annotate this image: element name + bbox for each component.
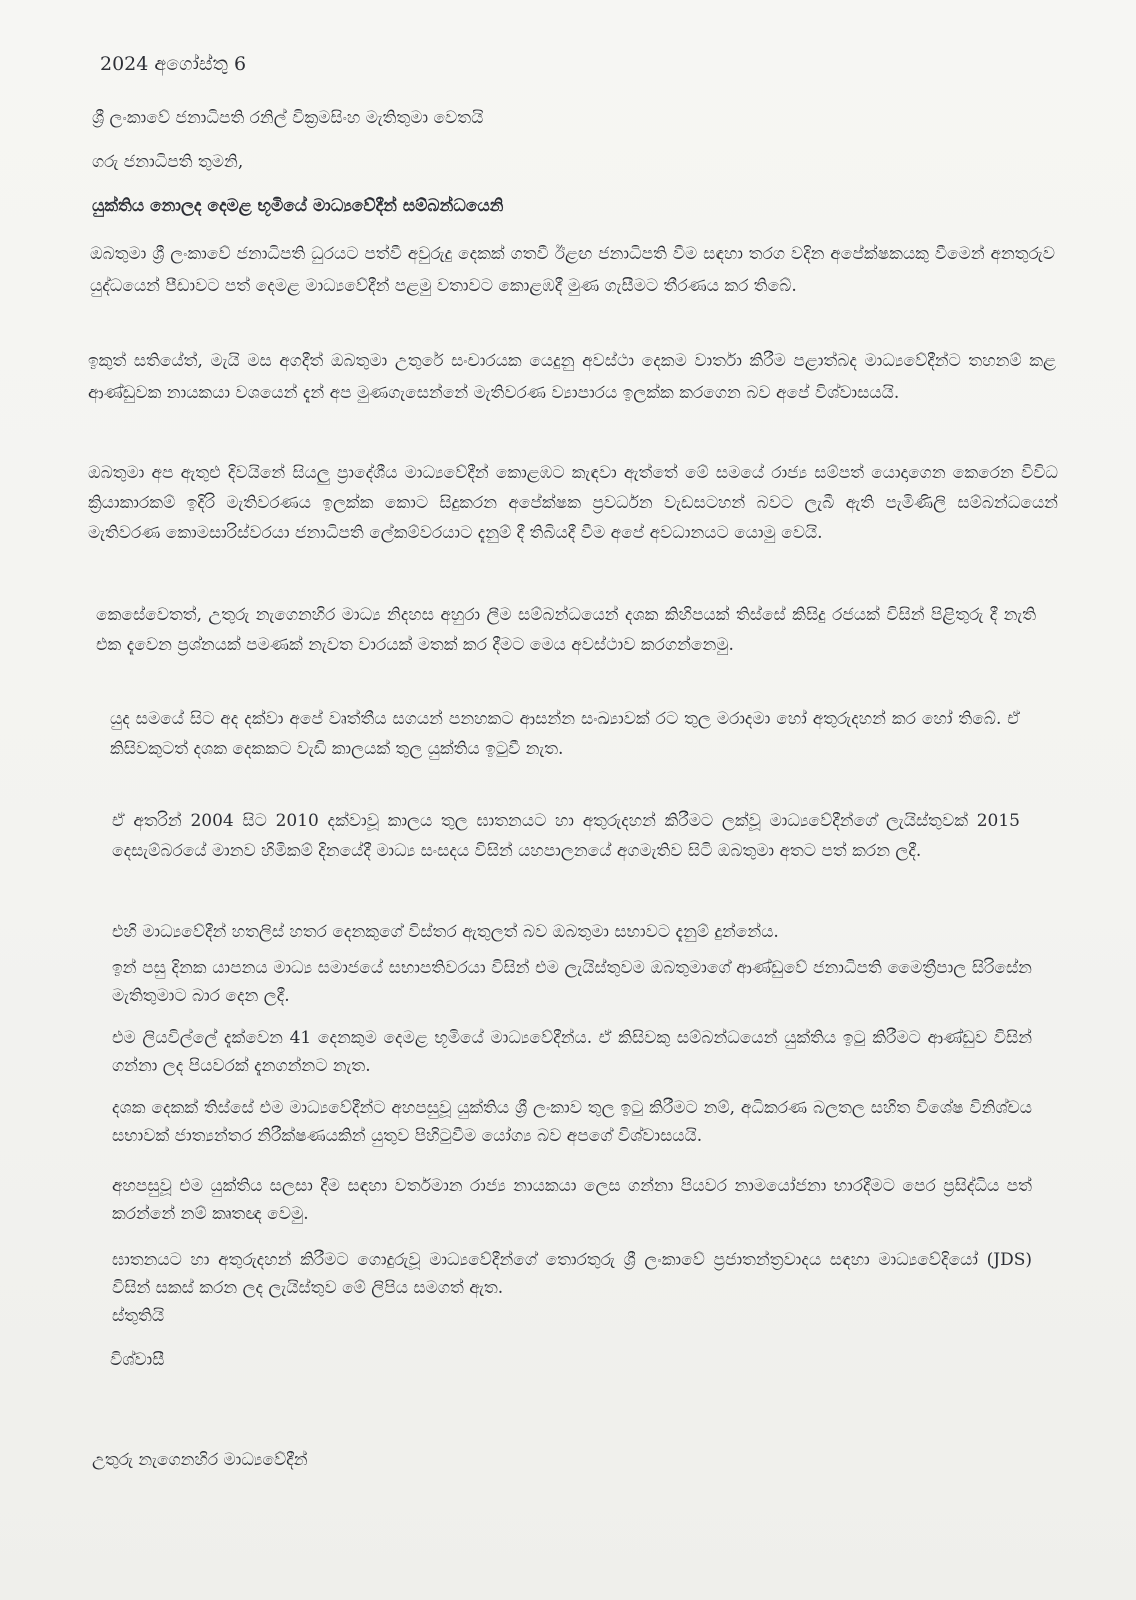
letter-paragraph-10: දශක දෙකක් තිස්සේ එම මාධ්‍යවේදීන්ට අහපසුවූ යුක්තිය ශ්‍රී ලංකාව තුල ඉටු කිරීමට නම්, අධිකරණ බලතල සහිත විශේෂ විනිශ්චය සභාවක් ජාත්‍යන්තර නිරීක්ෂණයකින් යුතුව පිහිටුවීම යෝග්‍ය බව අපගේ විශ්වාසයයි. — [112, 1098, 1032, 1146]
letter-paragraph-8: ඉන් පසු දිනක යාපනය මාධ්‍ය සමාජයේ සභාපතිවරයා විසින් එම ලැයිස්තුවම ඔබතුමාගේ ආණ්ඩුවේ ජනාධිපති මෛත්‍රීපාල සිරිසේන මැතිතුමාට බාර දෙන ලදී. — [112, 958, 1032, 1006]
letter-paragraph-5: යුද සමයේ සිට අද දක්වා අපේ වෘත්තීය සගයන් පනහකට ආසන්න සංඛ්‍යාවක් රට තුල මරාදමා හෝ අතුරුදහන් කර හෝ තිබේ. ඒ කිසිවකුටත් දශක දෙකකට වැඩි කාලයක් තුල යුක්තිය ඉටුවී නැත. — [110, 709, 1020, 759]
letter-closing: විශ්වාසී — [110, 1350, 165, 1370]
letter-paragraph-1: ඔබතුමා ශ්‍රී ලංකාවේ ජනාධිපති ධුරයට පත්වී අවුරුදු දෙකක් ගතවී ඊළඟ ජනාධිපති වීම සඳහා තරග වදින අපේක්ෂකයකු වීමෙන් අනතුරුව යුද්ධයෙන් පීඩාවට පත් දෙමළ මාධ්‍යවේදීන් පළමු වතාවට කොළඹදී මුණ ගැසීමට තීරණය කර තිබේ. — [90, 244, 1055, 296]
letter-addressee: ශ්‍රී ලංකාවේ ජනාධිපති රනිල් වික්‍රමසිංහ මැතිතුමා වෙතයි — [92, 108, 484, 128]
letter-paragraph-12: ඝාතනයට හා අතුරුදහන් කිරීමට ගොදුරුවූ මාධ්‍යවේදීන්ගේ තොරතුරු ශ්‍රී ලංකාවේ ප්‍රජාතන්ත්‍රවාදය සඳහා මාධ්‍යවේදියෝ (JDS) විසින් සකස් කරන ලද ලැයිස්තුව මේ ලිපිය සමගත් ඇත. — [112, 1250, 1032, 1298]
letter-paragraph-6: ඒ අතරින් 2004 සිට 2010 දක්වාවූ කාලය තුල ඝාතනයට හා අතුරුදහන් කිරීමට ලක්වූ මාධ්‍යවේදීන්ගේ ලැයිස්තුවක් 2015 දෙසැම්බරයේ මානව හිමිකම් දිනයේදී මාධ්‍ය සංසදය විසින් යහපාලනයේ අගමැතිව සිටි ඔබතුමා අතට පත් කරන ලදී. — [112, 811, 1020, 861]
letter-subject: යුක්තිය නොලද දෙමළ භූමියේ මාධ්‍යවේදීන් සම්බන්ධයෙනි — [92, 196, 504, 216]
letter-thanks: ස්තුතියි — [112, 1306, 165, 1326]
letter-paragraph-11: අහපසුවූ එම යුක්තිය සලසා දීම සඳහා වර්තමාන රාජ්‍ය නායකයා ලෙස ගන්නා පියවර නාමයෝජනා භාරදීමට පෙර ප්‍රසිද්ධිය පත් කරන්නේ නම් කෘතඥ වෙමු. — [112, 1176, 1032, 1224]
letter-date: 2024 අගෝස්තු 6 — [100, 53, 247, 75]
letter-paragraph-9: එම ලියවිල්ලේ දැක්වෙන 41 දෙනකුම දෙමළ භූමියේ මාධ්‍යවේදීන්ය. ඒ කිසිවකු සම්බන්ධයෙන් යුක්තිය ඉටු කිරීමට ආණ්ඩුව විසින් ගන්නා ලද පියවරක් දැනගන්නට නැත. — [112, 1028, 1032, 1076]
letter-salutation: ගරු ජනාධිපති තුමනි, — [92, 152, 244, 172]
letter-paragraph-7: එහි මාධ්‍යවේදීන් හතලිස් හතර දෙනකුගේ විස්තර ඇතුලත් බව ඔබතුමා සභාවට දැනුම් දුන්නේය. — [112, 922, 779, 942]
letter-paragraph-2: ඉකුත් සතියේත්, මැයි මස අගදීත් ඔබතුමා උතුරේ සංචාරයක යෙදුනු අවස්ථා දෙකම වාර්තා කිරීම පළාත්බද මාධ්‍යවේදීන්ට තහනම් කළ ආණ්ඩුවක නායකයා වශයෙන් දැන් අප මුණගැසෙන්නේ මැතිවරණ ව්‍යාපාරය ඉලක්ක කරගෙන බව අපේ විශ්වාසයයි. — [88, 351, 1056, 403]
letter-paragraph-4: කෙසේවෙතත්, උතුරු නැගෙනහිර මාධ්‍ය නිදහස අහුරා ලීම සම්බන්ධයෙන් දශක කිහිපයක් තිස්සේ කිසිදු රජයක් විසින් පිළිතුරු දී නැති එක දැවෙන ප්‍රශ්නයක් පමණක් නැවත වාරයක් මතක් කර දීමට මෙය අවස්ථාව කරගන්නෙමු. — [96, 605, 1036, 655]
letter-paragraph-3: ඔබතුමා අප ඇතුළු දිවයිනේ සියලු ප්‍රාදේශීය මාධ්‍යවේදීන් කොළඹට කැඳවා ඇත්තේ මේ සමයේ රාජ්‍ය සම්පත් යොදාගෙන කෙරෙන විවිධ ක්‍රියාකාරකම් ඉදිරි මැතිවරණය ඉලක්ක කොට සිදුකරන අපේක්ෂක ප්‍රවර්ධන වැඩසටහන් බවට ලැබී ඇති පැමිණිලි සම්බන්ධයෙන් මැතිවරණ කොමසාරිස්වරයා ජනාධිපති ලේකම්වරයාට දැනුම් දී තිබියදී වීම අපේ අවධානයට යොමු වෙයි. — [88, 463, 1058, 543]
letter-signature: උතුරු නැගෙනහිර මාධ්‍යවේදීන් — [92, 1450, 308, 1470]
